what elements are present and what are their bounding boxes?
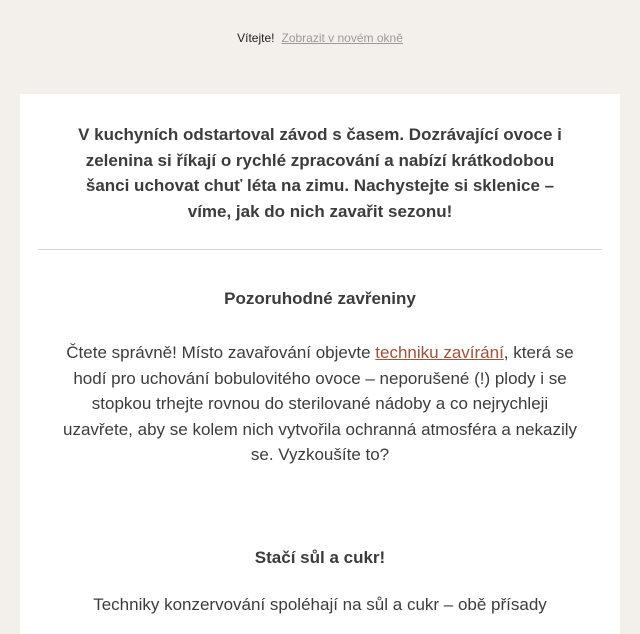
technika-zavirani-link[interactable]: techniku zavírání xyxy=(375,343,504,362)
intro-paragraph: V kuchyních odstartoval závod s časem. Dozrávající ovoce i zelenina si říkají o rychlé zpracování a nabízí krátkodobou šanci uchovat chuť léta na zimu. Nachystejte si sklenice – víme, jak do nich zavařit sezonu! xyxy=(78,125,562,221)
section-divider xyxy=(38,249,602,250)
view-in-browser-link[interactable]: Zobrazit v novém okně xyxy=(281,31,403,45)
section-title-zavreniny: Pozoruhodné zavřeniny xyxy=(224,289,416,308)
paragraph-text-start: Čtete správně! Místo zavařování objevte xyxy=(66,343,376,362)
section-title-sul-cukr: Stačí sůl a cukr! xyxy=(254,547,386,567)
preheader xyxy=(0,0,640,76)
section-paragraph-sul-cukr: Techniky konzervování spoléhají na sůl a cukr – obě přísady xyxy=(93,594,547,614)
section-paragraph-zavreniny xyxy=(20,340,620,468)
paragraph-text-end: , která se hodí pro uchování bobulovitého ovoce – neporušené (!) plody i se stopkou trhejte rovnou do sterilované nádoby a co nejrychleji uzavřete, aby se kolem nich vytvořila ochranná atmosféra a nekazily se. Vyzkoušíte to? xyxy=(62,343,578,464)
email-content-card xyxy=(20,94,620,634)
greeting-text: Vítejte! xyxy=(237,31,275,45)
